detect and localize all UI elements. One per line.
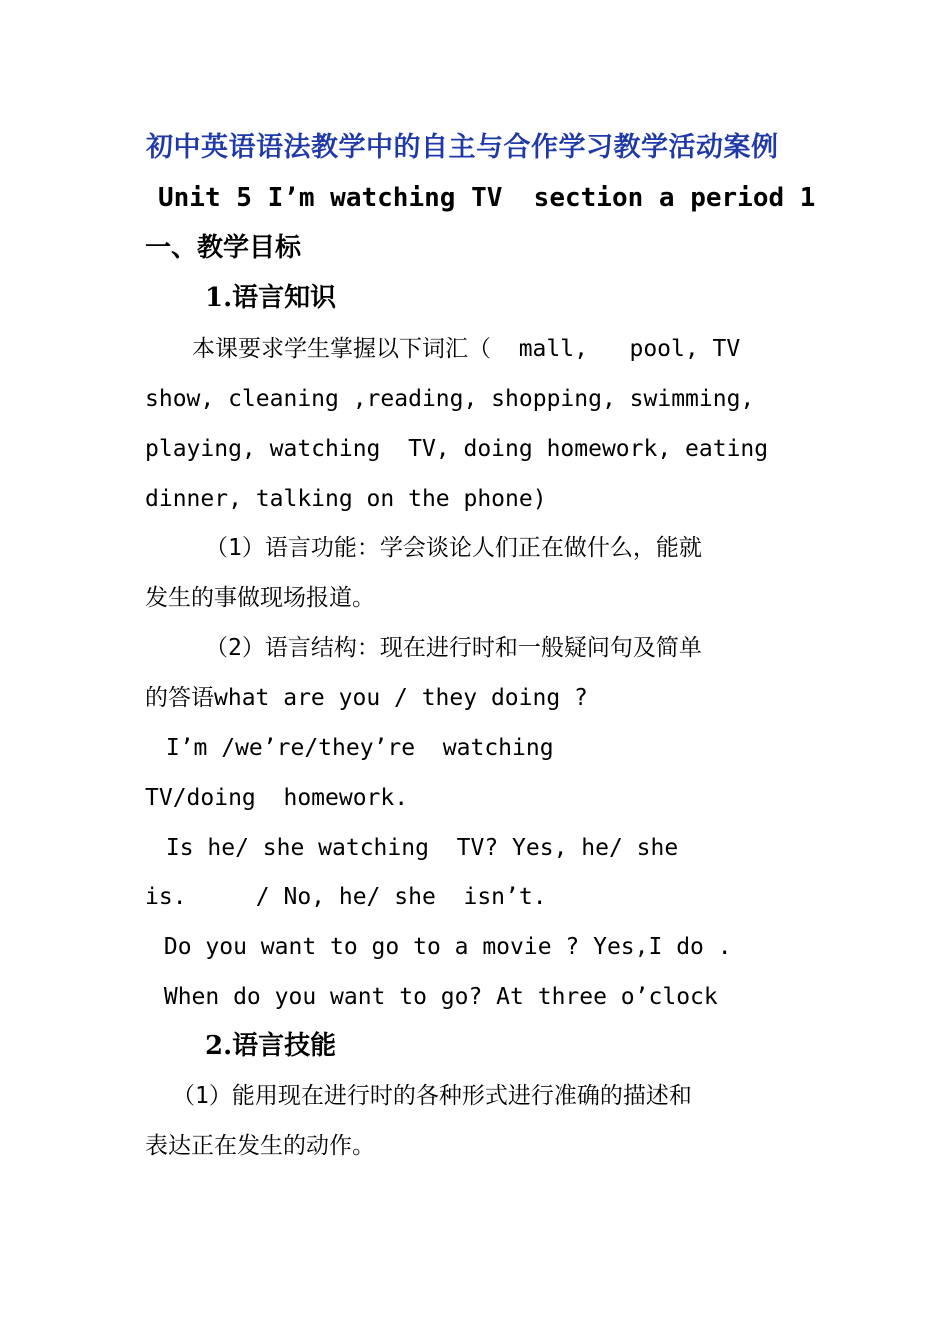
subsection-heading-language-skills: 2.语言技能 bbox=[205, 1031, 337, 1061]
structure-line: TV/doing homework. bbox=[145, 785, 409, 811]
document-subtitle: Unit 5 I’m watching TV section a period 1 bbox=[158, 183, 816, 213]
section-heading: 一、教学目标 bbox=[145, 233, 302, 263]
vocab-line: show, cleaning ,reading, shopping, swimming, bbox=[145, 386, 755, 412]
structure-line: （2）语言结构：现在进行时和一般疑问句及简单 bbox=[205, 635, 702, 661]
structure-line: Do you want to go to a movie ? Yes,I do . bbox=[150, 934, 732, 960]
subsection-heading-language-knowledge: 1.语言知识 bbox=[205, 283, 337, 313]
function-line: 发生的事做现场报道。 bbox=[145, 585, 375, 611]
vocab-line: 本课要求学生掌握以下词汇（ mall, pool, TV bbox=[192, 336, 741, 362]
document-title: 初中英语语法教学中的自主与合作学习教学活动案例 bbox=[146, 132, 779, 163]
function-line: （1）语言功能：学会谈论人们正在做什么，能就 bbox=[205, 535, 702, 561]
structure-line: 的答语what are you / they doing ? bbox=[145, 685, 588, 711]
structure-line: I’m /we’re/they’re watching bbox=[152, 735, 554, 761]
structure-line: When do you want to go? At three o’clock bbox=[150, 984, 718, 1010]
structure-line: Is he/ she watching TV? Yes, he/ she bbox=[152, 835, 679, 861]
structure-line: is. / No, he/ she isn’t. bbox=[145, 884, 547, 910]
vocab-line: playing, watching TV, doing homework, eating bbox=[145, 436, 769, 462]
skill-line: （1）能用现在进行时的各种形式进行准确的描述和 bbox=[172, 1083, 692, 1109]
vocab-line: dinner, talking on the phone) bbox=[145, 486, 547, 512]
skill-line: 表达正在发生的动作。 bbox=[145, 1133, 375, 1159]
